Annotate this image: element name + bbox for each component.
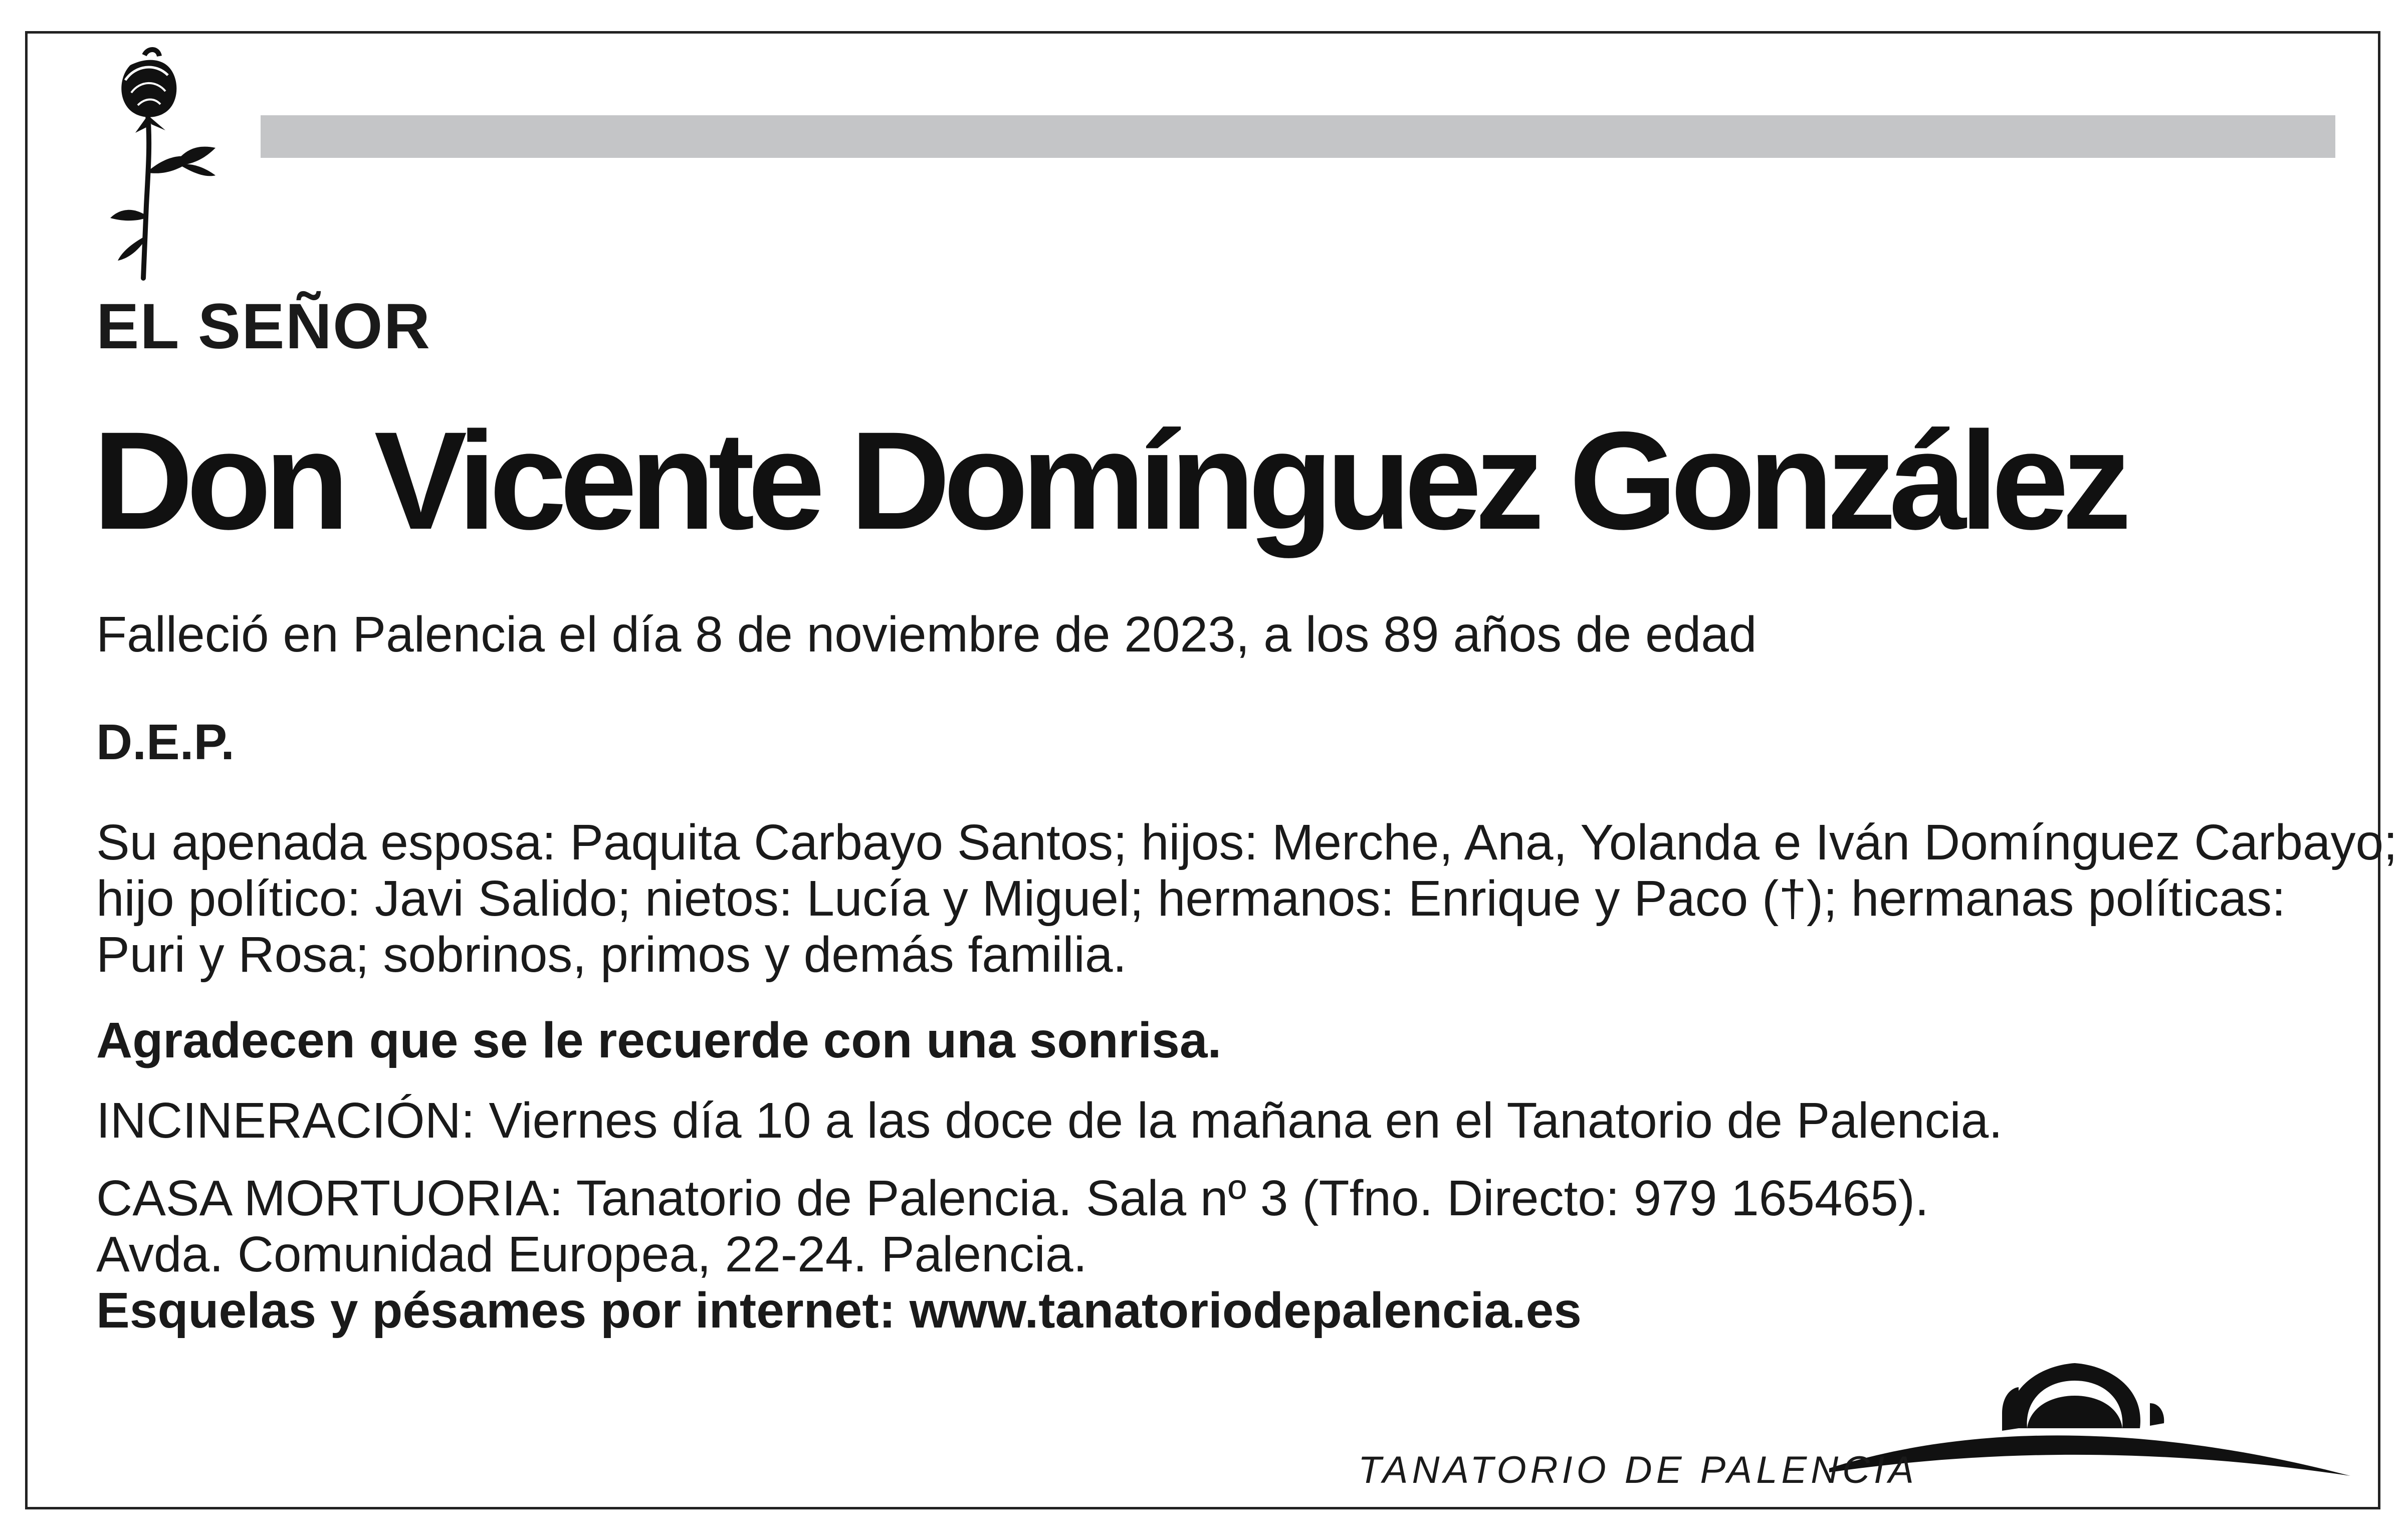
mortuary-line: Avda. Comunidad Europea, 22-24. Palencia. (96, 1226, 1087, 1282)
rose-icon (100, 45, 231, 281)
cremation-line: INCINERACIÓN: Viernes día 10 a las doce de la mañana en el Tanatorio de Palencia. (96, 1092, 2003, 1149)
dep-line: D.E.P. (96, 714, 235, 770)
family-line: Puri y Rosa; sobrinos, primos y demás familia. (96, 927, 1127, 983)
mortuary-paragraph (96, 1170, 1929, 1339)
death-line: Falleció en Palencia el día 8 de noviembre de 2023, a los 89 años de edad (96, 606, 1757, 663)
family-line: hijo político: Javi Salido; nietos: Lucía y Miguel; hermanos: Enrique y Paco (†); hermanas políticas: (96, 870, 2286, 927)
family-paragraph (96, 814, 2397, 983)
honorific: EL SEÑOR (96, 291, 431, 362)
family-line: Su apenada esposa: Paquita Carbayo Santos; hijos: Merche, Ana, Yolanda e Iván Domínguez Carbayo; (96, 814, 2397, 870)
mortuary-line: CASA MORTUORIA: Tanatorio de Palencia. Sala nº 3 (Tfno. Directo: 979 165465). (96, 1170, 1929, 1226)
logo-text: TANATORIO DE PALENCIA (1358, 1449, 1918, 1491)
deceased-name: Don Vicente Domínguez González (93, 402, 2125, 558)
header-bar (261, 115, 2335, 158)
thanks-line: Agradecen que se le recuerde con una sonrisa. (96, 1012, 1222, 1068)
internet-line: Esquelas y pésames por internet: www.tanatoriodepalencia.es (96, 1282, 1582, 1339)
